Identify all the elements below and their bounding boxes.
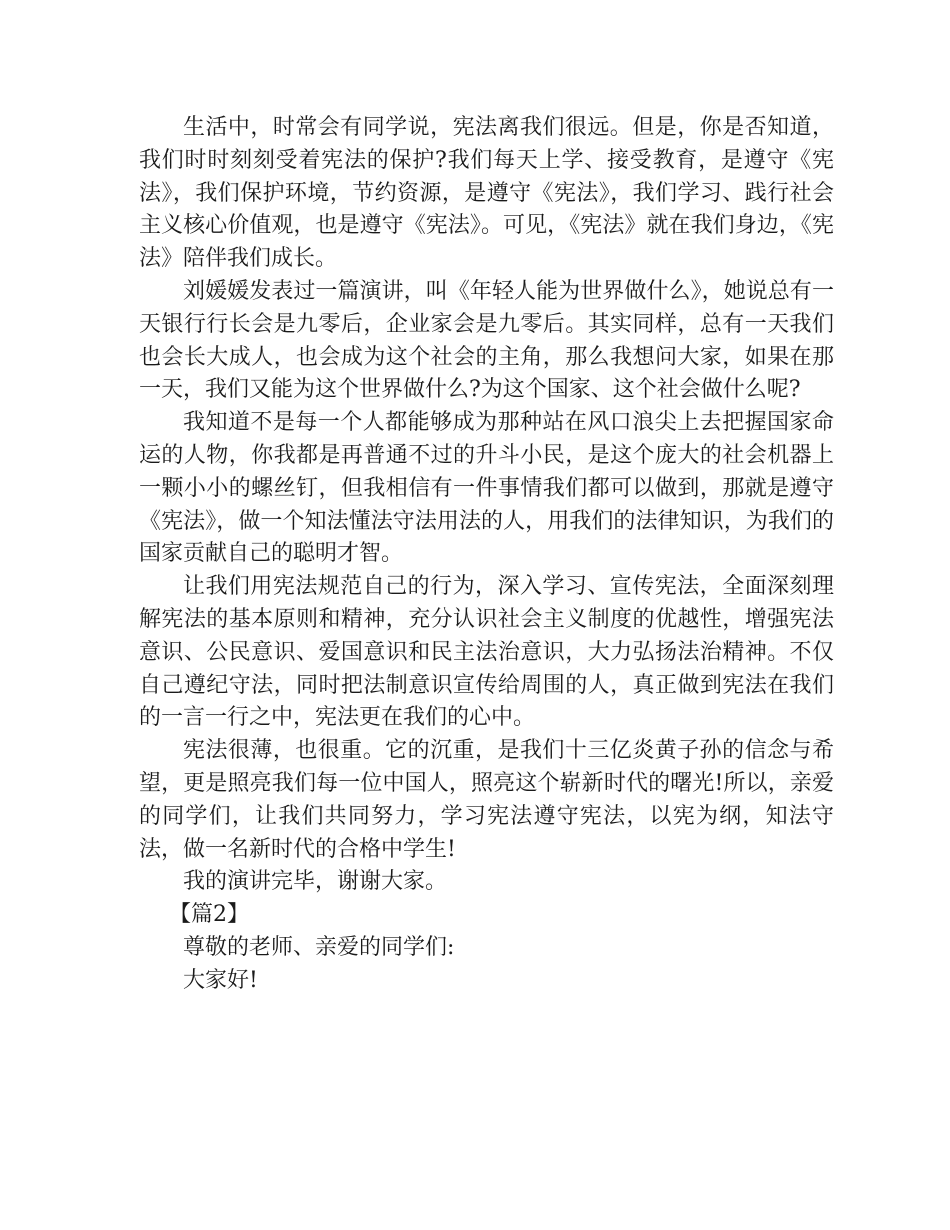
paragraph-4: 让我们用宪法规范自己的行为，深入学习、宣传宪法，全面深刻理解宪法的基本原则和精神，充分认识社会主义制度的优越性，增强宪法意识、公民意识、爱国意识和民主法治意识，大力弘扬法治精神。不仅自己遵纪守法，同时把法制意识宣传给周围的人，真正做到宪法在我们的一言一行之中，宪法更在我们的心中。	[139, 574, 834, 731]
paragraph-1: 生活中，时常会有同学说，宪法离我们很远。但是，你是否知道，我们时时刻刻受着宪法的保护?我们每天上学、接受教育，是遵守《宪法》，我们保护环境，节约资源，是遵守《宪法》，我们学习、践行社会主义核心价值观，也是遵守《宪法》。可见，《宪法》就在我们身边，《宪法》陪伴我们成长。	[139, 115, 834, 272]
paragraph-3: 我知道不是每一个人都能够成为那种站在风口浪尖上去把握国家命运的人物，你我都是再普通不过的升斗小民，是这个庞大的社会机器上一颗小小的螺丝钉，但我相信有一件事情我们都可以做到，那就是遵守《宪法》，做一个知法懂法守法用法的人，用我们的法律知识，为我们的国家贡献自己的聪明才智。	[139, 410, 834, 567]
document-page	[139, 112, 834, 998]
section-heading: 【篇2】	[169, 902, 249, 928]
greeting-line: 大家好!	[183, 967, 258, 993]
paragraph-5: 宪法很薄，也很重。它的沉重，是我们十三亿炎黄子孙的信念与希望，更是照亮我们每一位中国人，照亮这个崭新时代的曙光!所以，亲爱的同学们，让我们共同努力，学习宪法遵守宪法，以宪为纲，知法守法，做一名新时代的合格中学生!	[139, 738, 834, 862]
closing-line: 我的演讲完毕，谢谢大家。	[183, 869, 448, 895]
paragraph-2: 刘媛媛发表过一篇演讲，叫《年轻人能为世界做什么》，她说总有一天银行行长会是九零后，企业家会是九零后。其实同样，总有一天我们也会长大成人，也会成为这个社会的主角，那么我想问大家，如果在那一天，我们又能为这个世界做什么?为这个国家、这个社会做什么呢?	[139, 278, 834, 403]
salutation-line: 尊敬的老师、亲爱的同学们:	[183, 934, 455, 960]
